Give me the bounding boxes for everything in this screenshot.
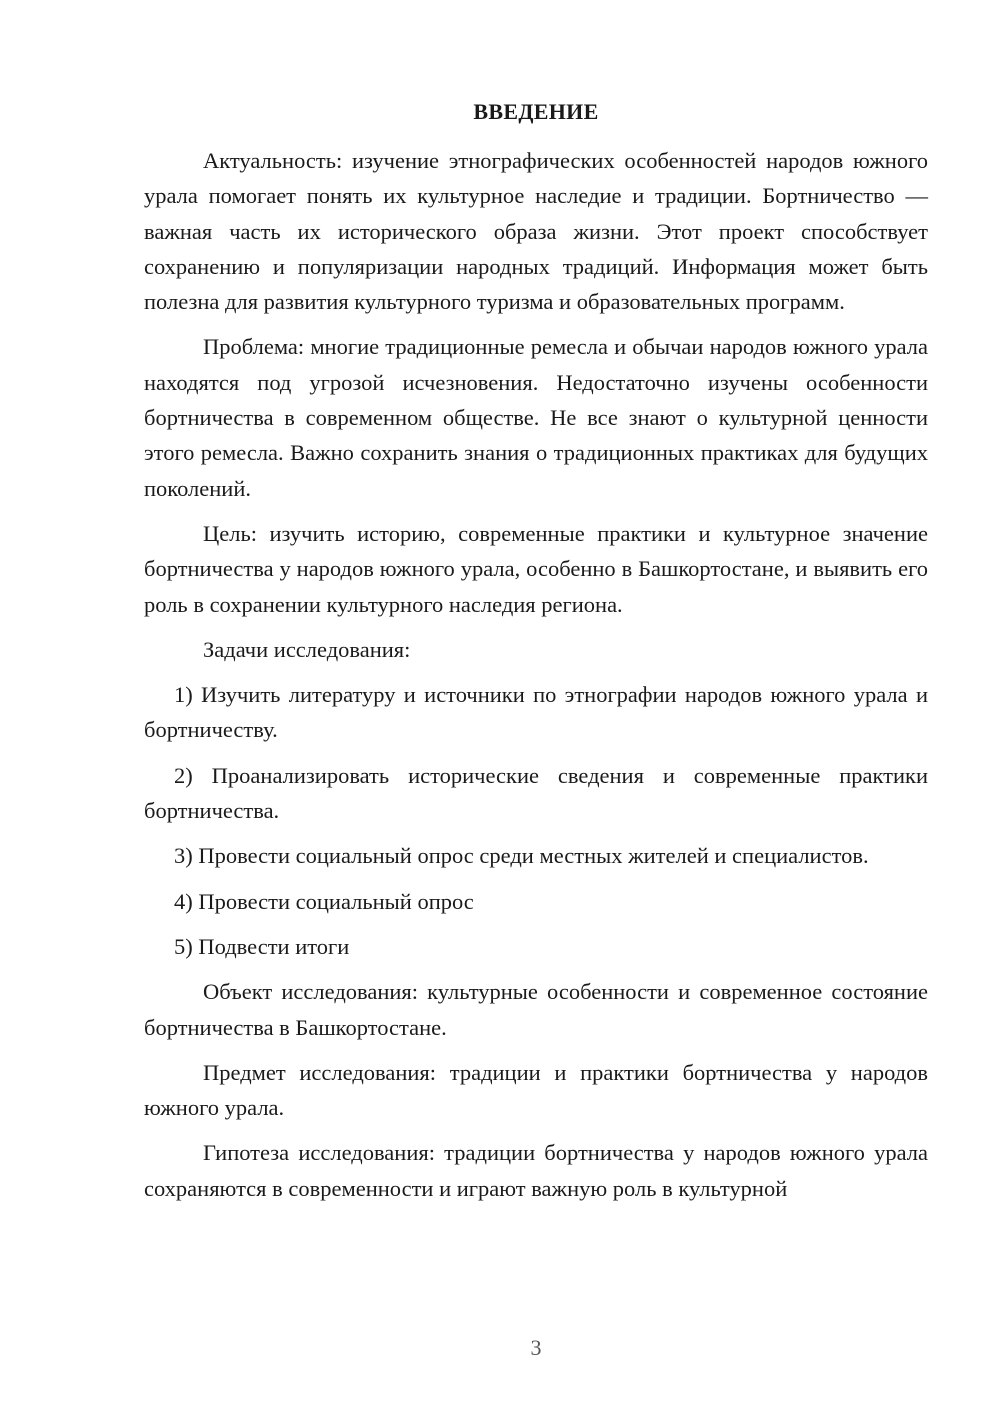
paragraph-hypothesis: Гипотеза исследования: традиции бортничества у народов южного урала сохраняются в современности и играют важную роль в культурной <box>144 1140 928 1201</box>
task-item: 2) Проанализировать исторические сведения и современные практики бортничества. <box>144 762 928 824</box>
paragraph-problem: Проблема: многие традиционные ремесла и обычаи народов южного урала находятся под угрозой исчезновения. Недостаточно изучены особенности бортничества в современном обществе. Не все знают о культурной ценности этого ремесла. Важно сохранить знания о традиционных практиках для будущих поколений. <box>144 334 928 501</box>
task-item: 4) Провести социальный опрос <box>174 888 474 914</box>
task-item: 1) Изучить литературу и источники по этнографии народов южного урала и бортничеству. <box>144 682 928 743</box>
paragraph-tasks-intro: Задачи исследования: <box>203 636 411 662</box>
paragraph-object: Объект исследования: культурные особенности и современное состояние бортничества в Башкортостане. <box>144 979 928 1040</box>
paragraph-goal: Цель: изучить историю, современные практики и культурное значение бортничества у народов южного урала, особенно в Башкортостане, и выявить его роль в сохранении культурного наследия региона. <box>144 520 928 617</box>
task-item: 3) Провести социальный опрос среди местных жителей и специалистов. <box>174 843 869 869</box>
paragraph-relevance: Актуальность: изучение этнографических особенностей народов южного урала помогает понять их культурное наследие и традиции. Бортничество — важная часть их исторического образа жизни. Этот проект способствует сохранению и популяризации народных традиций. Информация может быть полезна для развития культурного туризма и образовательных программ. <box>144 148 928 315</box>
paragraph-subject: Предмет исследования: традиции и практики бортничества у народов южного урала. <box>144 1059 928 1121</box>
page-number: 3 <box>530 1335 542 1360</box>
body-text <box>144 143 928 1216</box>
task-item: 5) Подвести итоги <box>174 933 350 959</box>
section-heading: ВВЕДЕНИЕ <box>473 99 599 124</box>
